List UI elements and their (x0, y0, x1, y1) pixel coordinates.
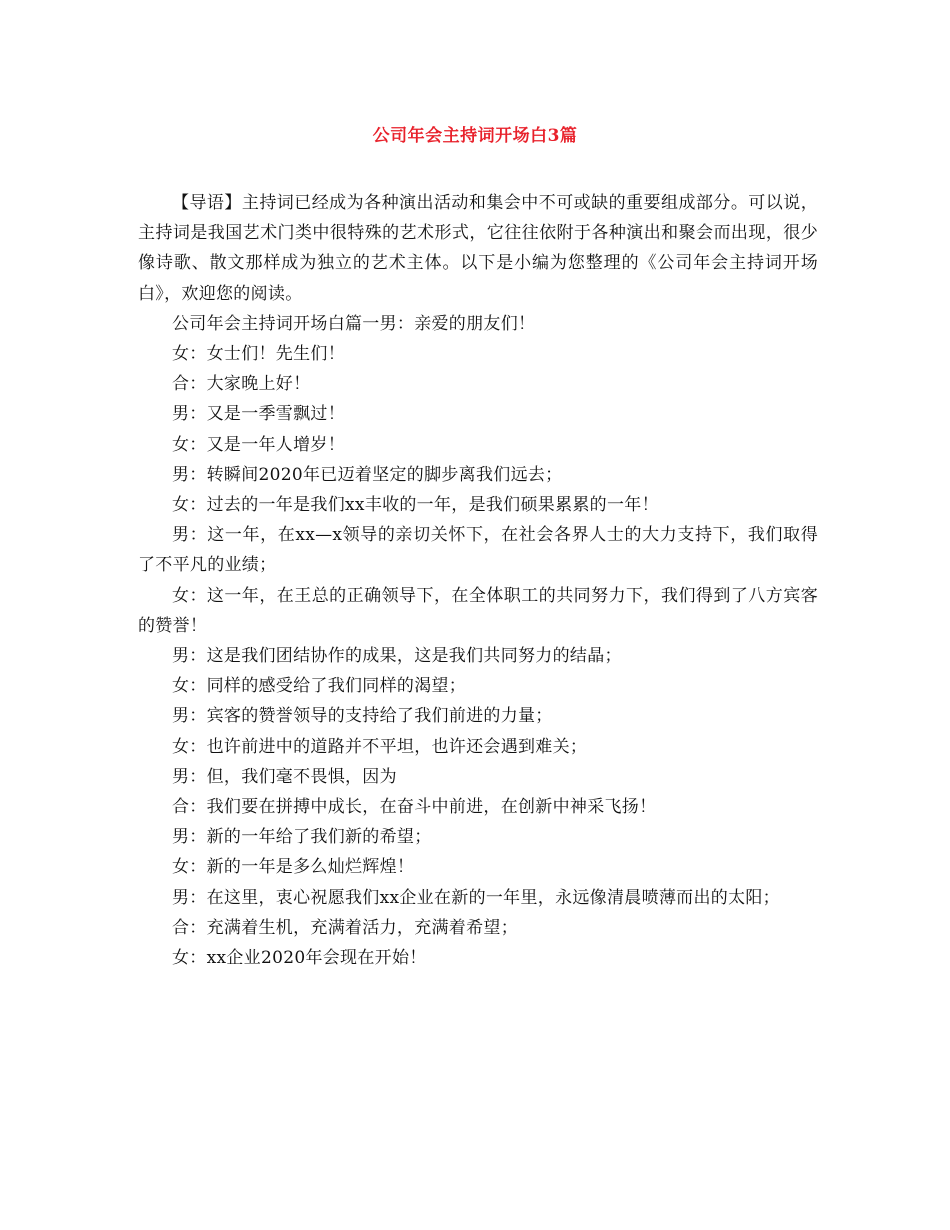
paragraph: 女：过去的一年是我们xx丰收的一年，是我们硕果累累的一年！ (172, 495, 659, 516)
paragraph: 男：这一年，在xx—x领导的亲切关怀下，在社会各界人士的大力支持下，我们取得了不平凡的业绩； (138, 525, 818, 576)
paragraph-intro: 【导语】主持词已经成为各种演出活动和集会中不可或缺的重要组成部分。可以说，主持词是我国艺术门类中很特殊的艺术形式，它往往依附于各种演出和聚会而出现，很少像诗歌、散文那样成为独立的艺术主体。以下是小编为您整理的《公司年会主持词开场白》，欢迎您的阅读。 (138, 193, 818, 304)
paragraph: 男：在这里，衷心祝愿我们xx企业在新的一年里，永远像清晨喷薄而出的太阳； (172, 887, 780, 908)
paragraph: 女：新的一年是多么灿烂辉煌！ (172, 857, 415, 878)
paragraph: 女：又是一年人增岁！ (172, 434, 345, 455)
paragraph: 男：转瞬间2020年已迈着坚定的脚步离我们远去； (172, 464, 563, 485)
paragraph: 女：这一年，在王总的正确领导下，在全体职工的共同努力下，我们得到了八方宾客的赞誉！ (138, 585, 818, 636)
paragraph: 女：xx企业2020年会现在开始！ (172, 948, 427, 969)
paragraph: 合：充满着生机，充满着活力，充满着希望； (172, 917, 518, 938)
paragraph: 合：我们要在拼搏中成长，在奋斗中前进，在创新中神采飞扬！ (172, 797, 657, 818)
paragraph: 女：同样的感受给了我们同样的渴望； (172, 676, 467, 697)
paragraph: 女：也许前进中的道路并不平坦，也许还会遇到难关； (172, 736, 588, 757)
paragraph: 男：新的一年给了我们新的希望； (172, 827, 432, 848)
paragraph: 女：女士们！先生们！ (172, 344, 345, 365)
paragraph: 男：宾客的赞誉领导的支持给了我们前进的力量； (172, 706, 553, 727)
document-body (138, 188, 818, 973)
paragraph: 男：但，我们毫不畏惧，因为 (172, 766, 397, 787)
paragraph: 合：大家晚上好！ (172, 374, 311, 395)
paragraph: 男：又是一季雪飘过！ (172, 404, 345, 425)
paragraph: 男：这是我们团结协作的成果，这是我们共同努力的结晶； (172, 646, 622, 667)
document-title: 公司年会主持词开场白3篇 (372, 126, 578, 146)
paragraph: 公司年会主持词开场白篇一男：亲爱的朋友们！ (172, 313, 536, 334)
